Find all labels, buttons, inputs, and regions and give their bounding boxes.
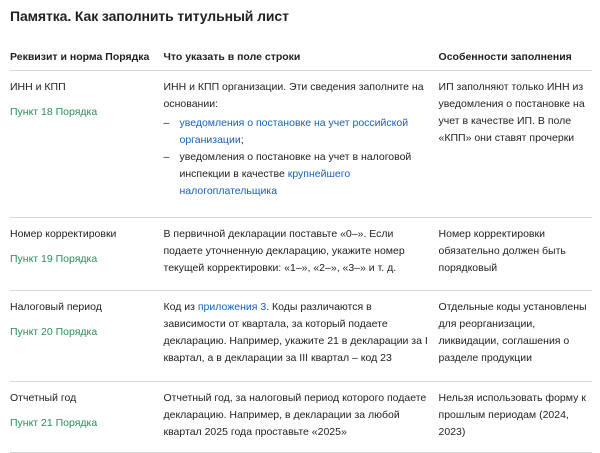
body-text: . Коды различаются в зависимости от квартала, за который подаете декларацию. Например, укажите 21 в декларации за I квартал, а в декларации за III квартал – код 23 bbox=[163, 301, 428, 364]
what-to-specify-cell: Отчетный год, за налоговый период которого подаете декларацию. Например, в декларации за любой квартал 2025 года проставьте «2025» bbox=[158, 382, 433, 453]
order-reference-link[interactable]: Пункт 19 Порядка bbox=[10, 253, 98, 265]
requisite-cell bbox=[10, 71, 158, 218]
order-reference-link[interactable]: Пункт 18 Порядка bbox=[10, 106, 98, 118]
page-title: Памятка. Как заполнить титульный лист bbox=[10, 8, 289, 24]
order-reference-link[interactable]: Пункт 20 Порядка bbox=[10, 326, 98, 338]
what-to-specify-cell bbox=[158, 291, 433, 382]
table-row bbox=[10, 218, 592, 291]
header-what-to-specify: Что указать в поле строки bbox=[158, 44, 433, 71]
header-features: Особенности заполнения bbox=[433, 44, 592, 71]
list-item bbox=[164, 115, 429, 149]
bullet-text: уведомления о постановке на учет в налоговой инспекции в качестве bbox=[179, 151, 412, 180]
largest-taxpayer-link[interactable]: крупнейшего налогоплательщика bbox=[179, 168, 351, 197]
requisite-name: Номер корректировки bbox=[10, 228, 117, 240]
memo-table bbox=[10, 44, 592, 453]
table-header-row bbox=[10, 44, 592, 71]
body-text: ИНН и КПП организации. Эти сведения заполните на основании: bbox=[163, 81, 424, 110]
registration-notice-link[interactable]: уведомления о постановке на учет российской организации bbox=[179, 117, 409, 146]
what-to-specify-cell bbox=[158, 71, 433, 218]
table-row bbox=[10, 291, 592, 382]
requisite-cell bbox=[10, 291, 158, 382]
what-to-specify-cell: В первичной декларации поставьте «0–». Если подаете уточненную декларацию, укажите номер текущей корректировки: «1–», «2–», «3–» и т. д. bbox=[158, 218, 433, 291]
requisite-cell bbox=[10, 218, 158, 291]
list-item bbox=[164, 149, 429, 200]
requisite-name: Налоговый период bbox=[10, 301, 102, 313]
features-cell: Номер корректировки обязательно должен быть порядковый bbox=[433, 218, 592, 291]
requisite-name: ИНН и КПП bbox=[10, 81, 66, 93]
table-row bbox=[10, 382, 592, 453]
table-row bbox=[10, 71, 592, 218]
features-cell: Нельзя использовать форму к прошлым периодам (2024, 2023) bbox=[433, 382, 592, 453]
header-requisite: Реквизит и норма Порядка bbox=[10, 44, 158, 71]
features-cell: ИП заполняют только ИНН из уведомления о постановке на учет в качестве ИП. В поле «КПП» они ставят прочерки bbox=[433, 71, 592, 218]
order-reference-link[interactable]: Пункт 21 Порядка bbox=[10, 417, 98, 429]
bullet-tail: ; bbox=[240, 134, 244, 146]
features-cell: Отдельные коды установлены для реорганизации, ликвидации, соглашения о разделе продукции bbox=[433, 291, 592, 382]
bullet-list bbox=[164, 115, 429, 200]
requisite-cell bbox=[10, 382, 158, 453]
body-text: Код из bbox=[163, 301, 198, 313]
requisite-name: Отчетный год bbox=[10, 392, 77, 404]
appendix-3-link[interactable]: приложения 3 bbox=[197, 301, 267, 313]
